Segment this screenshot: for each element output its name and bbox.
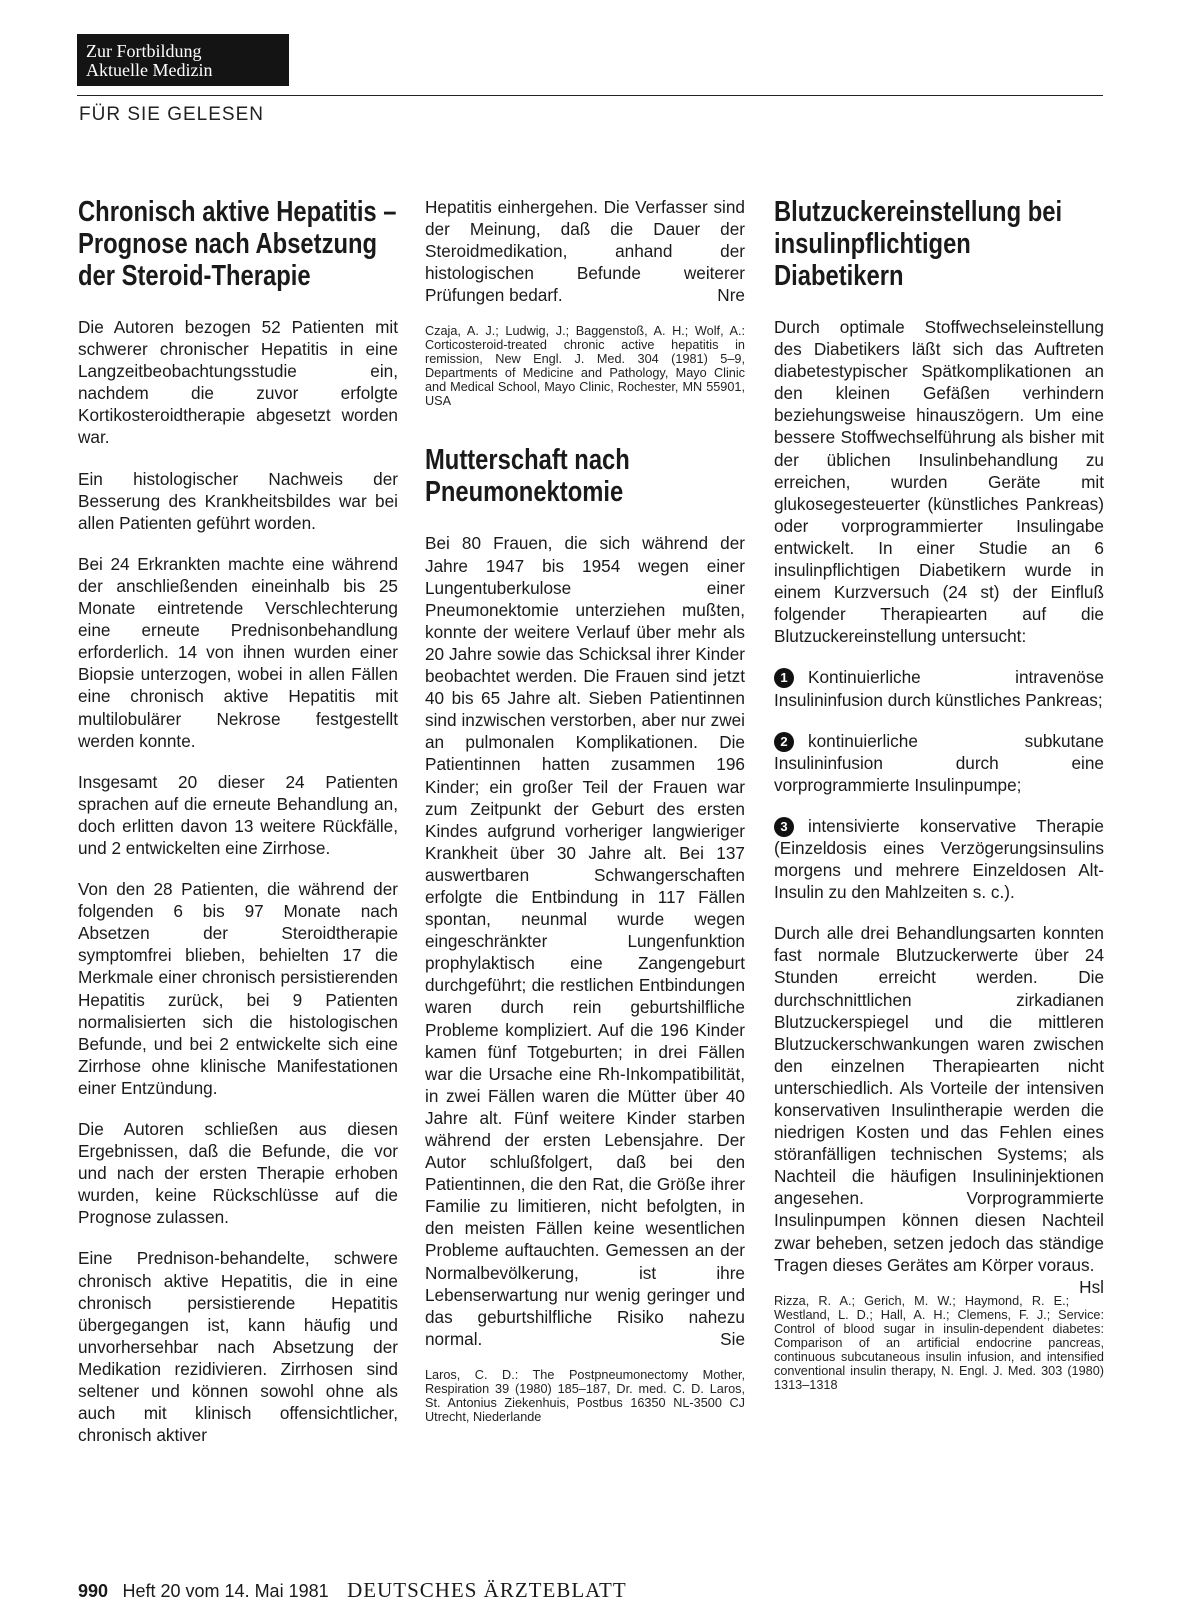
- therapy-item-text: kontinuierliche subkutane Insulininfusion durch eine vorprogrammierte Insulinpumpe;: [774, 730, 1104, 795]
- article-1-paragraph: Die Autoren bezogen 52 Patienten mit schwerer chronischer Hepatitis in eine Langzeitbeobachtungsstudie ein, nachdem die zuvor erfolgte Kortikosteroidtherapie abgesetzt worden war.: [78, 317, 398, 448]
- article-1-paragraph: Ein histologischer Nachweis der Besserung des Krankheitsbildes war bei allen Patienten geführt worden.: [78, 468, 398, 533]
- article-3-title: Blutzuckereinstellung bei insulinpflichtigen Diabetikern: [774, 196, 1063, 292]
- page-footer: [78, 1578, 627, 1603]
- number-badge-icon: 3: [774, 817, 794, 837]
- section-header-box: [77, 34, 289, 86]
- issue-info: Heft 20 vom 14. Mai 1981: [122, 1581, 329, 1601]
- article-3-conclusion: [774, 922, 1104, 1297]
- article-3-signature: Hsl: [1079, 1276, 1104, 1297]
- article-2-body: [425, 532, 745, 1349]
- therapy-item: [774, 730, 1104, 796]
- article-1-reference: Czaja, A. J.; Ludwig, J.; Baggenstoß, A. H.; Wolf, A.: Corticosteroid-treated chronic active hepatitis in remission, New Engl. J. Med. 304 (1981) 5–9, Departments of Medicine and Pathology, Mayo Clinic and Medical School, Mayo Clinic, Rochester, MN 55901, USA: [425, 324, 745, 409]
- number-badge-icon: 2: [774, 732, 794, 752]
- header-rule: [77, 95, 1103, 96]
- article-1-continuation-text: Hepatitis einhergehen. Die Verfasser sind der Meinung, daß die Dauer der Steroidmedikation, anhand der histologischen Befunde weiterer Prüfungen bedarf.: [425, 197, 745, 306]
- article-1-signature: Nre: [717, 285, 745, 306]
- section-label: FÜR SIE GELESEN: [79, 104, 264, 125]
- article-1-paragraph: Die Autoren schließen aus diesen Ergebnissen, daß die Befunde, die vor und nach der ersten Therapie erhoben wurden, keine Rückschlüsse auf die Prognose zulassen.: [78, 1119, 398, 1228]
- article-1-title: Chronisch aktive Hepatitis – Prognose nach Absetzung der Steroid-Therapie: [78, 196, 397, 292]
- column-3: [774, 196, 1104, 1392]
- article-3-intro: Durch optimale Stoffwechseleinstellung des Diabetikers läßt sich das Auftreten diabetestypischer Spätkomplikationen an den kleinen Gefäßen verhindern beziehungsweise hinauszögern. Um eine bessere Stoffwechselführung als bisher mit der üblichen Insulinbehandlung zu erreichen, wurden Geräte mit glukosegesteuerter (künstliches Pankreas) oder vorprogrammierter Insulingabe entwickelt. In einer Studie an 6 insulinpflichtigen Diabetikern wurde in einem Kurzversuch (24 st) der Einfluß folgender Therapiearten auf die Blutzuckereinstellung untersucht:: [774, 317, 1104, 647]
- journal-name: DEUTSCHES ÄRZTEBLATT: [347, 1578, 627, 1602]
- therapy-item: [774, 666, 1104, 710]
- article-2-body-text: Bei 80 Frauen, die sich während der Jahre 1947 bis 1954 wegen einer Lungentuberkulose einer Pneumonektomie unterziehen mußten, konnte der weitere Verlauf über mehr als 20 Jahre sowie das Schicksal ihrer Kinder beobachtet werden. Die Frauen sind jetzt 40 bis 65 Jahre alt. Sieben Patientinnen sind inzwischen verstorben, aber nur zwei an pulmonalen Komplikationen. Die Patientinnen hatten zusammen 196 Kinder; ein großer Teil der Frauen war zum Zeitpunkt der Geburt des ersten Kindes aufgrund vorheriger langwieriger Krankheit über 30 Jahre alt. Bei 137 auswertbaren Schwangerschaften erfolgte die Entbindung in 117 Fällen spontan, neunmal wurde wegen eingeschränkter Lungenfunktion prophylaktisch eine Zangengeburt durchgeführt; die restlichen Entbindungen waren durch rein geburtshilfliche Probleme kompliziert. Auf die 196 Kinder kamen fünf Totgeburten; in drei Fällen war die Ursache eine Rh-Inkompatibilität, in zwei Fällen waren die Mütter über 40 Jahre alt. Fünf weitere Kinder starben während der ersten Lebensjahre. Der Autor schlußfolgert, daß bei den Patientinnen, die den Rat, die Größe ihrer Familie zu limitieren, nicht befolgten, in den meisten Fällen keine wesentlichen Probleme auftauchten. Gemessen an der Normalbevölkerung, ist ihre Lebenserwartung nur wenig geringer und das geburtshilfliche Risiko nahezu normal.: [425, 533, 745, 1349]
- therapy-item-text: intensivierte konservative Therapie (Einzeldosis eines Verzögerungsinsulins morgens und mehrere Einzeldosen Alt-Insulin zu den Mahlzeiten s. c.).: [774, 815, 1104, 903]
- article-1-paragraph: Bei 24 Erkrankten machte eine während der anschließenden eineinhalb bis 25 Monate eintretende Verschlechterung eine erneute Prednisonbehandlung erforderlich. 14 von ihnen wurden einer Biopsie unterzogen, wobei in allen Fällen eine chronisch aktive Hepatitis mit multilobulärer Nekrose festgestellt werden konnte.: [78, 553, 398, 751]
- column-2: [425, 196, 745, 1424]
- article-1-continuation: [425, 196, 745, 306]
- header-line-1: Zur Fortbildung: [86, 41, 202, 61]
- article-3-reference: Rizza, R. A.; Gerich, M. W.; Haymond, R. E.; Westland, L. D.; Hall, A. H.; Clemens, F. J.; Service: Control of blood sugar in insulin-dependent diabetes: Comparison of an artificial endocrine pancreas, continuous subcutaneous insulin infusion, and intensified conventional insulin therapy, N. Engl. J. Med. 303 (1980) 1313–1318: [774, 1293, 1104, 1392]
- article-2-title: Mutterschaft nach Pneumonektomie: [425, 444, 630, 509]
- article-2-reference: Laros, C. D.: The Postpneumonectomy Mother, Respiration 39 (1980) 185–187, Dr. med. C. D. Laros, St. Antonius Ziekenhuis, Postbus 16350 NL-3500 CJ Utrecht, Niederlande: [425, 1367, 745, 1424]
- article-2-signature: Sie: [720, 1328, 745, 1349]
- article-1-paragraph: Von den 28 Patienten, die während der folgenden 6 bis 97 Monate nach Absetzen der Steroidtherapie symptomfrei blieben, behielten 17 die Merkmale einer chronisch persistierenden Hepatitis zurück, bei 9 Patienten normalisierten sich die histologischen Befunde, und bei 2 entwickelte sich eine Zirrhose ohne klinische Manifestationen einer Entzündung.: [78, 879, 398, 1098]
- therapy-item-text: Kontinuierliche intravenöse Insulininfusion durch künstliches Pankreas;: [774, 667, 1104, 710]
- column-1: [78, 196, 398, 1465]
- article-3-conclusion-text: Durch alle drei Behandlungsarten konnten fast normale Blutzuckerwerte über 24 Stunden erreicht werden. Die durchschnittlichen zirkadianen Blutzuckerspiegel und die mittleren Blutzuckerschwankungen waren zwischen den einzelnen Therapiearten nicht unterschiedlich. Als Vorteile der intensiven konservativen Insulintherapie werden die niedrigen Kosten und das Fehlen eines störanfälligen technischen Systems; als Nachteil die häufigen Insulininjektionen angesehen. Vorprogrammierte Insulinpumpen können diesen Nachteil zwar beheben, setzen jedoch das ständige Tragen dieses Gerätes am Körper voraus.: [774, 923, 1104, 1275]
- page-number: 990: [78, 1581, 109, 1601]
- number-badge-icon: 1: [774, 668, 794, 688]
- header-line-2: Aktuelle Medizin: [86, 60, 213, 80]
- therapy-item: [774, 815, 1104, 903]
- article-1-paragraph: Eine Prednison-behandelte, schwere chronisch aktive Hepatitis, die in eine chronisch persistierende Hepatitis übergegangen ist, kann häufig und unvorhersehbar nach Absetzung der Medikation rezidivieren. Zirrhosen sind seltener und können sowohl ohne als auch mit klinisch offensichtlicher, chronisch aktiver: [78, 1248, 398, 1446]
- article-1-paragraph: Insgesamt 20 dieser 24 Patienten sprachen auf die erneute Behandlung an, doch erlitten davon 13 weitere Rückfälle, und 2 entwickelten eine Zirrhose.: [78, 771, 398, 858]
